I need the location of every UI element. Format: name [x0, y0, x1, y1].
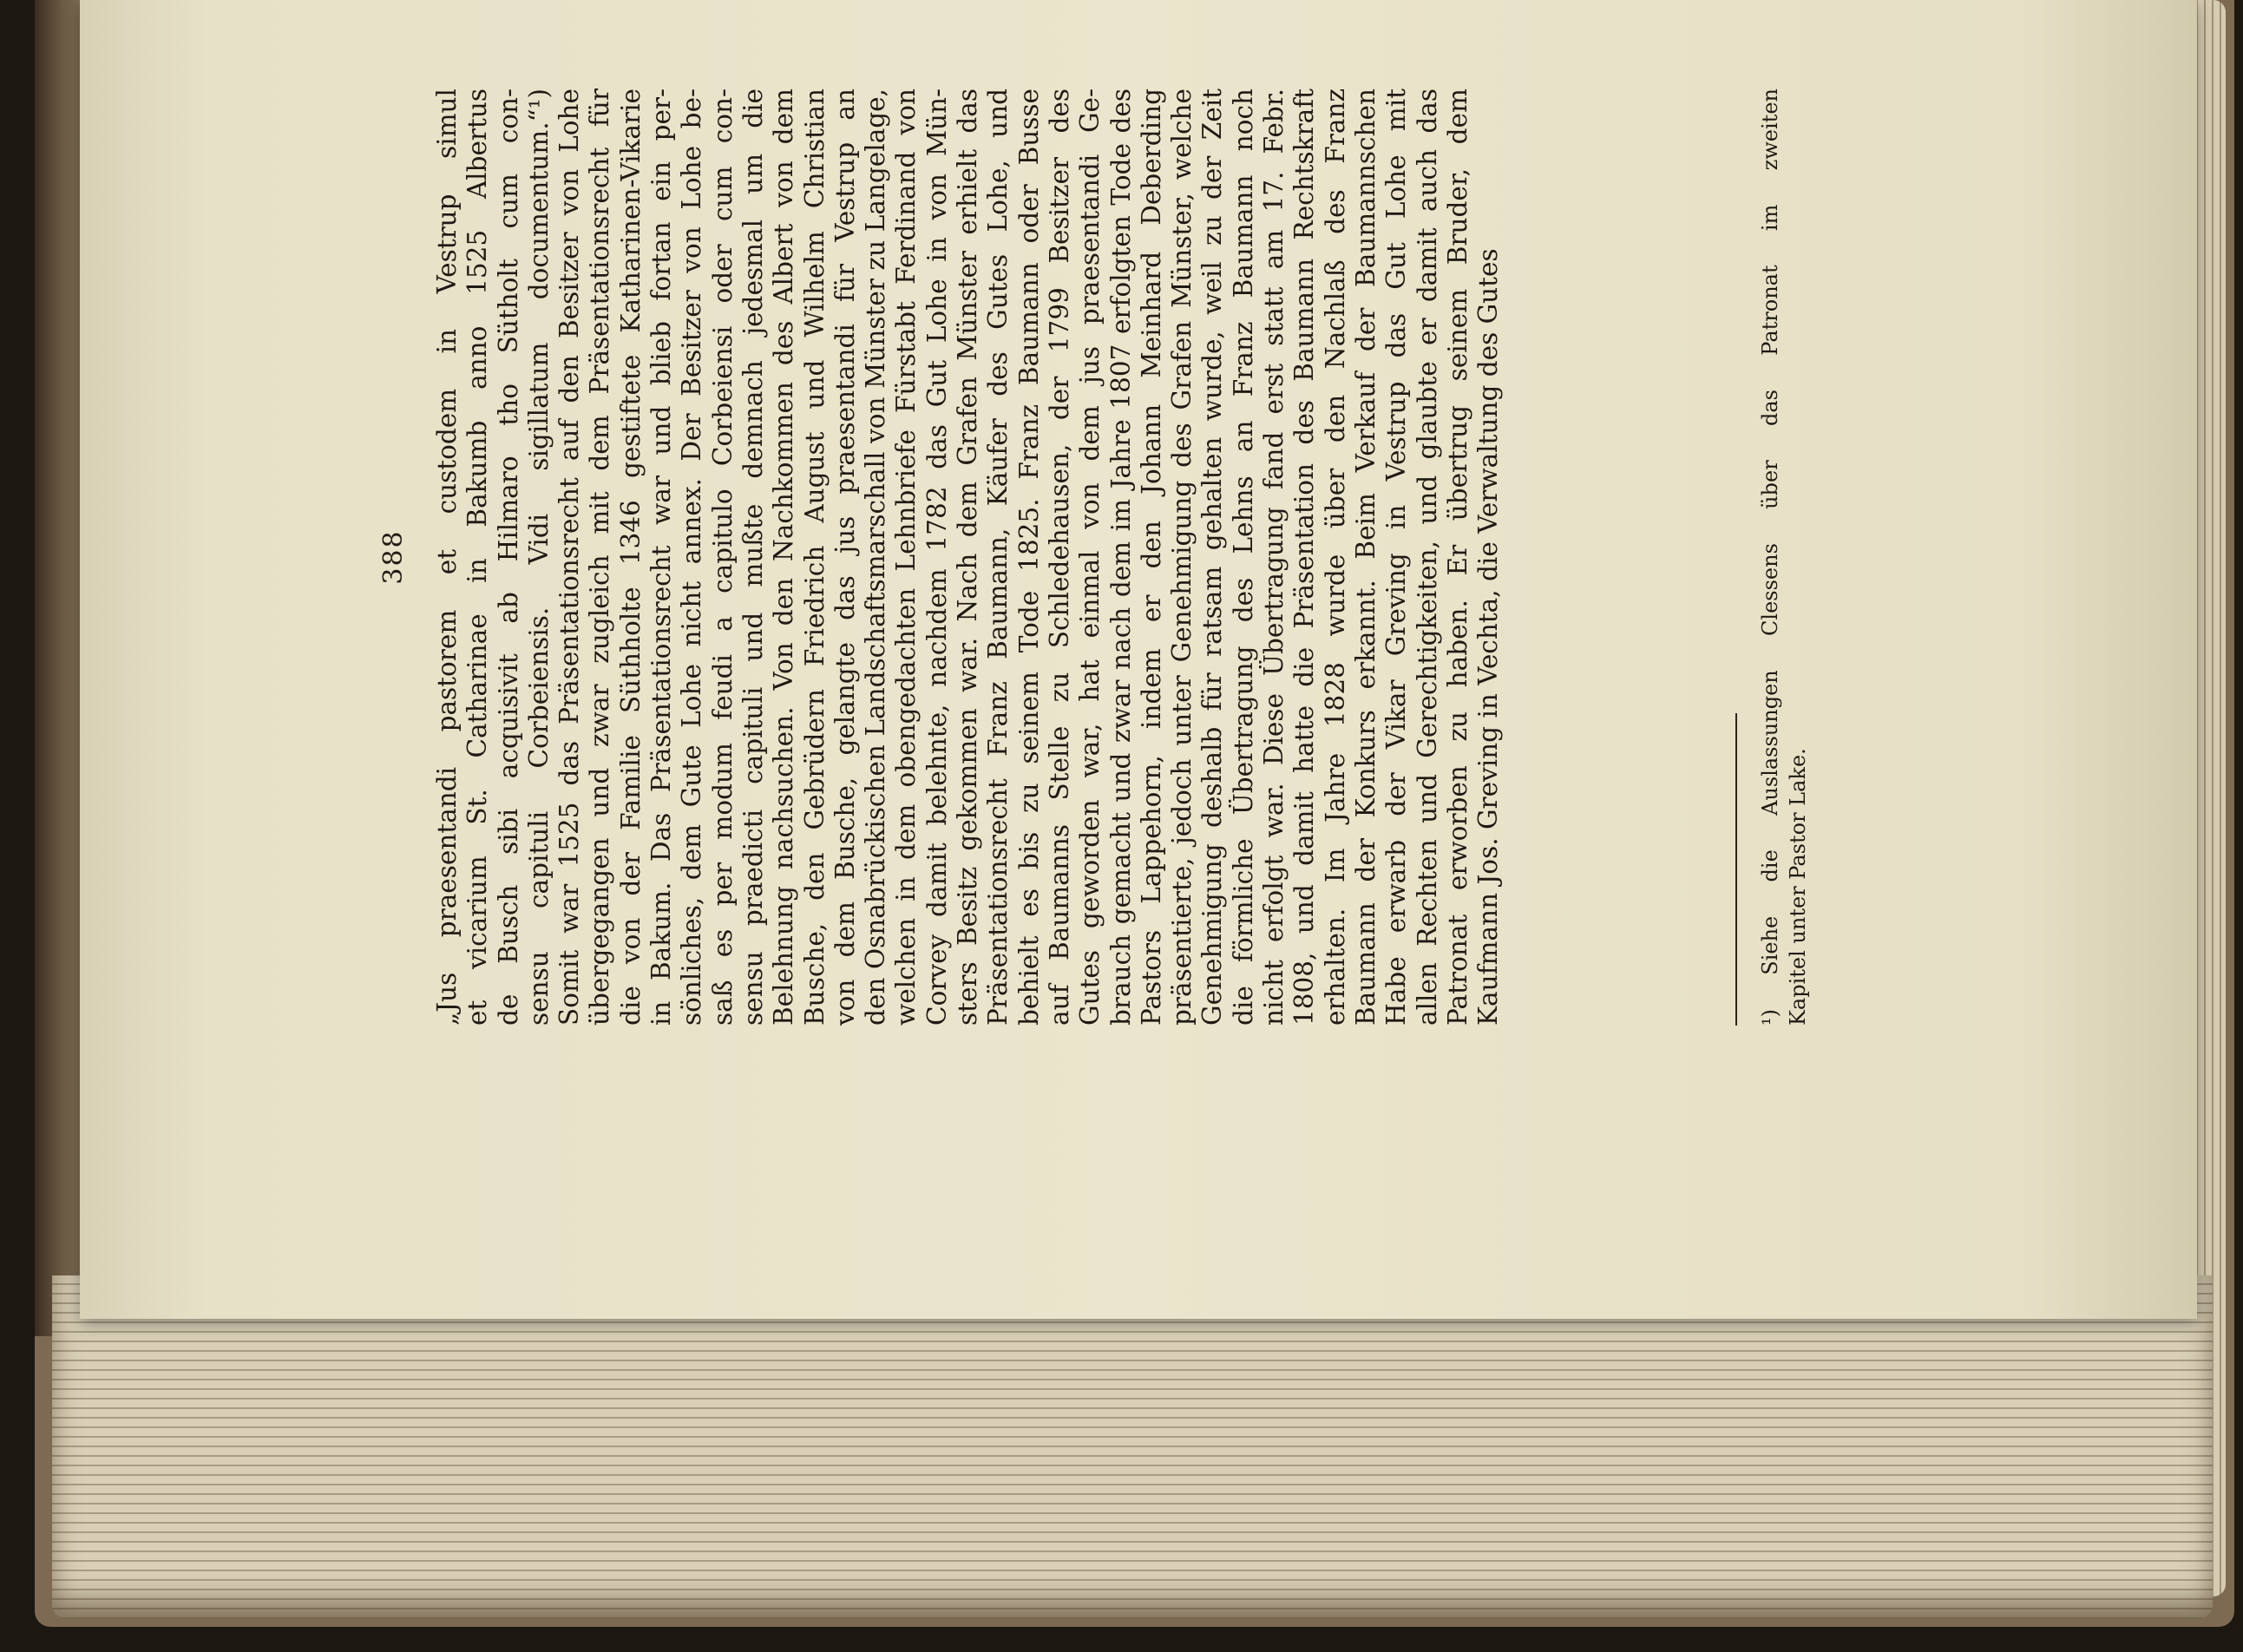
text-line: Habe erwarb der Vikar Greving in Vestrup das Gut Lohe mit: [1381, 88, 1412, 1026]
text-line: sensu praedicti capituli und mußte demnach jedesmal um die: [738, 88, 768, 1026]
book-page: [80, 0, 2197, 1319]
text-line: in Bakum. Das Präsentationsrecht war und blieb fortan ein per-: [646, 88, 677, 1026]
text-line: Gutes geworden war, hat einmal von dem jus praesentandi Ge-: [1075, 88, 1105, 1026]
footnote: [1756, 88, 1812, 1026]
text-line: „Jus praesentandi pastorem et custodem in Vestrup simul: [432, 88, 462, 1026]
text-line: nicht erfolgt war. Diese Übertragung fand erst statt am 17. Febr.: [1259, 88, 1289, 1026]
footnote-rule: [1735, 713, 1737, 1026]
text-line: Pastors Lappehorn, indem er den Johann Meinhard Deberding: [1136, 88, 1166, 1026]
text-line: Präsentationsrecht Franz Baumann, Käufer des Gutes Lohe, und: [983, 88, 1013, 1026]
text-line: auf Baumanns Stelle zu Schledehausen, der 1799 Besitzer des: [1044, 88, 1074, 1026]
text-line: 1808, und damit hatte die Präsentation des Baumann Rechtskraft: [1289, 88, 1320, 1026]
text-line: brauch gemacht und zwar nach dem im Jahre 1807 erfolgten Tode des: [1105, 88, 1136, 1026]
text-line: sters Besitz gekommen war. Nach dem Grafen Münster erhielt das: [953, 88, 983, 1026]
text-line: behielt es bis zu seinem Tode 1825. Franz Baumann oder Busse: [1013, 88, 1044, 1026]
text-line: erhalten. Im Jahre 1828 wurde über den Nachlaß des Franz: [1320, 88, 1350, 1026]
text-line: sönliches, dem Gute Lohe nicht annex. Der Besitzer von Lohe be-: [677, 88, 707, 1026]
text-line: saß es per modum feudi a capitulo Corbeiensi oder cum con-: [707, 88, 738, 1026]
text-line: et vicarium St. Catharinae in Bakumb anno 1525 Albertus: [462, 88, 493, 1026]
text-line: von dem Busche, gelangte das jus praesentandi für Vestrup an: [830, 88, 860, 1026]
text-line: Belehnung nachsuchen. Von den Nachkommen des Albert von dem: [769, 88, 799, 1026]
text-line: sensu capituli Corbeiensis. Vidi sigillatum documentum.“¹): [523, 88, 554, 1026]
text-line: Baumann der Konkurs erkannt. Beim Verkauf der Baumannschen: [1350, 88, 1381, 1026]
text-line: die von der Familie Süthholte 1346 gestiftete Katharinen-Vikarie: [615, 88, 646, 1026]
text-line: welchen in dem obengedachten Lehnbriefe Fürstabt Ferdinand von: [891, 88, 921, 1026]
text-line: Patronat erworben zu haben. Er übertrug seinem Bruder, dem: [1442, 88, 1472, 1026]
footnote-line: ¹) Siehe die Auslassungen Clessens über das Patronat im zweiten: [1758, 88, 1782, 1026]
text-line: Genehmigung deshalb für ratsam gehalten wurde, weil zu der Zeit: [1197, 88, 1228, 1026]
text-line: den Osnabrückischen Landschaftsmarschall von Münster zu Langelage,: [861, 88, 891, 1026]
text-line: präsentierte, jedoch unter Genehmigung des Grafen Münster, welche: [1167, 88, 1197, 1026]
text-line: allen Rechten und Gerechtigkeiten, und glaubte er damit auch das: [1412, 88, 1442, 1026]
body-text: [432, 88, 1504, 1026]
text-line: Somit war 1525 das Präsentationsrecht auf den Besitzer von Lohe: [554, 88, 585, 1026]
text-line: übergegangen und zwar zugleich mit dem Präsentationsrecht für: [585, 88, 615, 1026]
text-line: de Busch sibi acquisivit ab Hilmaro tho Sütholt cum con-: [493, 88, 523, 1026]
rotated-text-block: [378, 88, 1871, 1026]
page-number: 388: [378, 529, 409, 585]
text-line: die förmliche Übertragung des Lehns an Franz Baumann noch: [1228, 88, 1258, 1026]
page-edges-bottom: [52, 1275, 2213, 1618]
text-line: Corvey damit belehnte, nachdem 1782 das Gut Lohe in von Mün-: [921, 88, 952, 1026]
footnote-line: Kapitel unter Pastor Lake.: [1786, 748, 1810, 1026]
text-line: Kaufmann Jos. Greving in Vechta, die Verwaltung des Gutes: [1473, 248, 1504, 1026]
text-line: Busche, den Gebrüdern Friedrich August und Wilhelm Christian: [799, 88, 830, 1026]
